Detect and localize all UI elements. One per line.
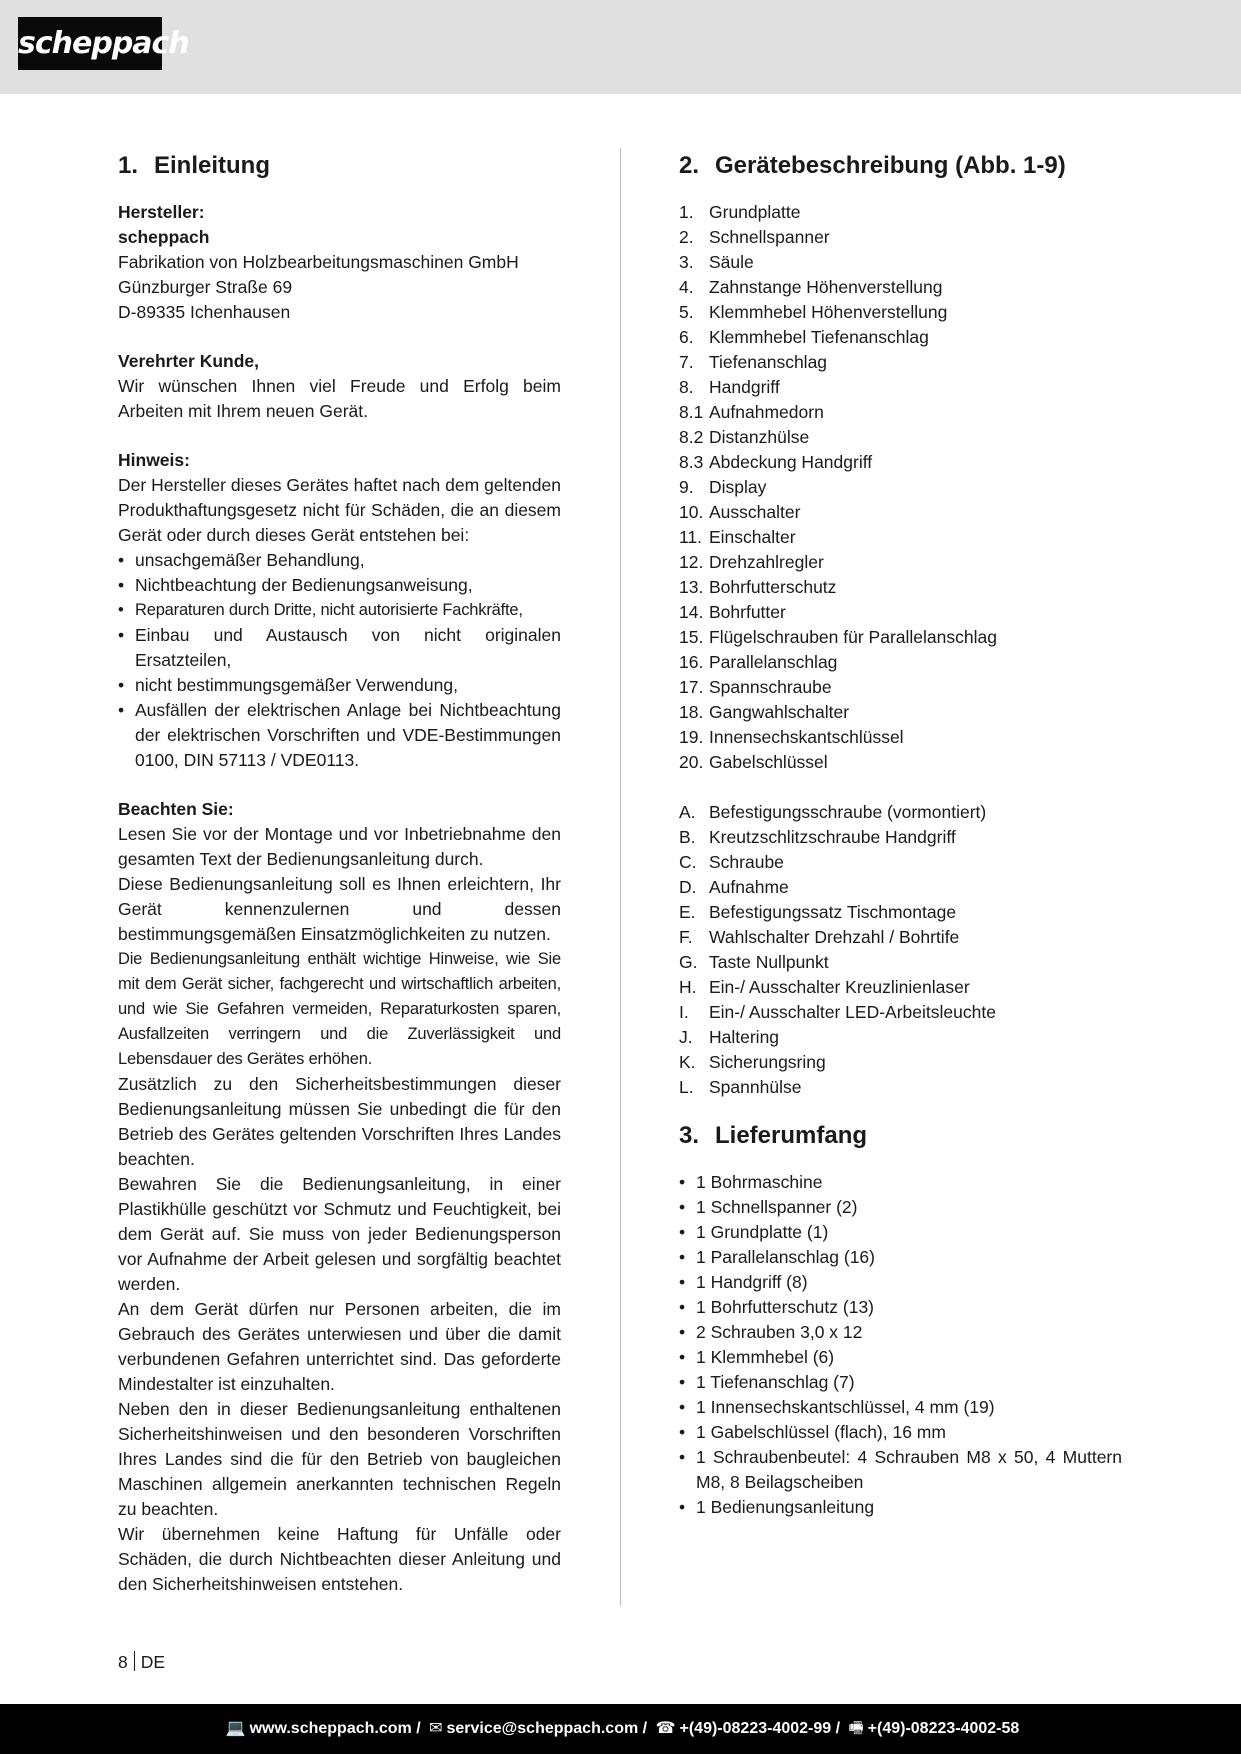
list-item: • 1 Innensechskantschlüssel, 4 mm (19) (679, 1395, 1122, 1420)
list-item: 14. Bohrfutter (679, 602, 786, 622)
customer-label: Verehrter Kunde, (118, 351, 260, 371)
paragraph: Die Bedienungsanleitung enthält wichtige Hinweise, wie Sie mit dem Gerät sicher, fachgerecht und wirtschaftlich arbeiten, und wie Sie Gefahren vermeiden, Reparaturkosten sparen, Ausfallzeiten verringern und die Zuverlässigkeit und Lebensdauer des Gerätes erhöhen. (118, 950, 561, 1068)
manufacturer-line: D-89335 Ichenhausen (118, 302, 291, 322)
list-item: • 1 Schraubenbeutel: 4 Schrauben M8 x 50, 4 Muttern M8, 8 Beilagscheiben (679, 1445, 1122, 1495)
notice-block (118, 448, 561, 773)
list-item: D. Aufnahme (679, 877, 789, 897)
brand-logo: scheppach (18, 17, 162, 70)
list-item: H. Ein-/ Ausschalter Kreuzlinienlaser (679, 977, 970, 997)
fax-icon: 🖷 (848, 1720, 864, 1737)
list-item: 8. Handgriff (679, 377, 780, 397)
list-item: 19. Innensechskantschlüssel (679, 727, 904, 747)
list-item: A. Befestigungsschraube (vormontiert) (679, 802, 987, 822)
list-item: 20. Gabelschlüssel (679, 752, 828, 772)
list-item: • Nichtbeachtung der Bedienungsanweisung, (118, 573, 561, 598)
list-item: B. Kreutzschlitzschraube Handgriff (679, 827, 956, 847)
right-column (679, 148, 1129, 1520)
manufacturer-brand: scheppach (118, 227, 210, 247)
delivery-list (679, 1170, 1122, 1520)
footer-phone: +(49)-08223-4002-99 (679, 1720, 832, 1737)
list-item: • Ausfällen der elektrischen Anlage bei Nichtbeachtung der elektrischen Vorschriften und VDE-Bestimmungen 0100, DIN 57113 / VDE0113. (118, 698, 561, 773)
list-item: I. Ein-/ Ausschalter LED-Arbeitsleuchte (679, 1002, 996, 1022)
footer-website: www.scheppach.com (249, 1720, 412, 1737)
manufacturer-block (118, 200, 561, 325)
paragraph: Bewahren Sie die Bedienungsanleitung, in einer Plastikhülle geschützt vor Schmutz und Feuchtigkeit, bei dem Gerät auf. Sie muss von jeder Bedienungsperson vor Aufnahme der Arbeit gelesen und sorgfältig beachtet werden. (118, 1174, 561, 1294)
notice-text: Der Hersteller dieses Gerätes haftet nach dem geltenden Produkthaftungsgesetz nicht für Schäden, die an diesem Gerät oder durch dieses Gerät entstehen bei: (118, 475, 561, 545)
list-item: 8.3 Abdeckung Handgriff (679, 452, 873, 472)
list-item: 7. Tiefenanschlag (679, 352, 828, 372)
list-item: K. Sicherungsring (679, 1052, 826, 1072)
list-item: • 1 Schnellspanner (2) (679, 1195, 1122, 1220)
page-footer: 💻 www.scheppach.com / ✉ service@scheppach.com / ☎ +(49)-08223-4002-99 / 🖷 +(49)-08223-4002-58 (0, 1704, 1241, 1754)
list-item: • 1 Handgriff (8) (679, 1270, 1122, 1295)
left-column (118, 148, 561, 1597)
list-item: F. Wahlschalter Drehzahl / Bohrtife (679, 927, 960, 947)
parts-block (679, 200, 1129, 1100)
list-item: 11. Einschalter (679, 527, 796, 547)
paragraph: Neben den in dieser Bedienungsanleitung enthaltenen Sicherheitshinweisen und den besonderen Vorschriften Ihres Landes sind die für den Betrieb von baugleichen Maschinen allgemein anerkannten technischen Regeln zu beachten. (118, 1399, 561, 1519)
list-item: 8.2 Distanzhülse (679, 427, 810, 447)
list-item: 8.1 Aufnahmedorn (679, 402, 824, 422)
list-item: G. Taste Nullpunkt (679, 952, 829, 972)
list-item: • 2 Schrauben 3,0 x 12 (679, 1320, 1122, 1345)
section-heading-delivery-scope: 3. Lieferumfang (679, 1122, 868, 1149)
section-heading-device-description: 2. Gerätebeschreibung (Abb. 1-9) (679, 152, 1066, 179)
list-item: • Reparaturen durch Dritte, nicht autorisierte Fachkräfte, (118, 598, 561, 623)
list-item: J. Haltering (679, 1027, 780, 1047)
notice-label: Hinweis: (118, 450, 190, 470)
accessory-list (679, 800, 1129, 1100)
phone-icon: ☎ (655, 1720, 676, 1737)
list-item: • 1 Bedienungsanleitung (679, 1495, 1122, 1520)
list-item: 16. Parallelanschlag (679, 652, 838, 672)
list-item: • unsachgemäßer Behandlung, (118, 548, 561, 573)
list-item: 18. Gangwahlschalter (679, 702, 850, 722)
list-item: • 1 Bohrmaschine (679, 1170, 1122, 1195)
computer-icon: 💻 (225, 1720, 246, 1737)
list-item: 12. Drehzahlregler (679, 552, 824, 572)
list-item: 2. Schnellspanner (679, 227, 830, 247)
email-icon: ✉ (429, 1720, 443, 1737)
paragraph: Wir übernehmen keine Haftung für Unfälle oder Schäden, die durch Nichtbeachten dieser Anleitung und den Sicherheitshinweisen entstehen. (118, 1524, 561, 1594)
customer-text: Wir wünschen Ihnen viel Freude und Erfolg beim Arbeiten mit Ihrem neuen Gerät. (118, 376, 561, 421)
list-item: L. Spannhülse (679, 1077, 802, 1097)
list-item: 1. Grundplatte (679, 202, 801, 222)
list-item: • 1 Gabelschlüssel (flach), 16 mm (679, 1420, 1122, 1445)
paragraph: An dem Gerät dürfen nur Personen arbeiten, die im Gebrauch des Gerätes unterwiesen und über die damit verbundenen Gefahren unterrichtet sind. Das geforderte Mindestalter ist einzuhalten. (118, 1299, 561, 1394)
parts-list (679, 200, 1129, 775)
list-item: • Einbau und Austausch von nicht originalen Ersatzteilen, (118, 623, 561, 673)
manufacturer-label: Hersteller: (118, 202, 205, 222)
manufacturer-line: Günzburger Straße 69 (118, 277, 293, 297)
paragraph: Zusätzlich zu den Sicherheitsbestimmungen dieser Bedienungsanleitung müssen Sie unbedingt die für den Betrieb des Gerätes geltenden Vorschriften Ihres Landes beachten. (118, 1074, 561, 1169)
list-item: E. Befestigungssatz Tischmontage (679, 902, 957, 922)
observe-block (118, 797, 561, 1597)
page-number: 8 DE (118, 1652, 166, 1672)
list-item: • 1 Parallelanschlag (16) (679, 1245, 1122, 1270)
list-item: 10. Ausschalter (679, 502, 801, 522)
customer-block (118, 349, 561, 424)
list-item: 17. Spannschraube (679, 677, 832, 697)
observe-label: Beachten Sie: (118, 799, 234, 819)
list-item: C. Schraube (679, 852, 784, 872)
manufacturer-line: Fabrikation von Holzbearbeitungsmaschinen GmbH (118, 252, 519, 272)
list-item: 6. Klemmhebel Tiefenanschlag (679, 327, 929, 347)
list-item: 5. Klemmhebel Höhenverstellung (679, 302, 948, 322)
list-item: 4. Zahnstange Höhenverstellung (679, 277, 943, 297)
paragraph: Lesen Sie vor der Montage und vor Inbetriebnahme den gesamten Text der Bedienungsanleitung durch. (118, 824, 561, 869)
list-item: 15. Flügelschrauben für Parallelanschlag (679, 627, 997, 647)
section-heading-introduction: 1. Einleitung (118, 152, 270, 179)
list-item: 3. Säule (679, 252, 754, 272)
list-item: • 1 Bohrfutterschutz (13) (679, 1295, 1122, 1320)
footer-fax: +(49)-08223-4002-58 (867, 1720, 1020, 1737)
paragraph: Diese Bedienungsanleitung soll es Ihnen erleichtern, Ihr Gerät kennenzulernen und dessen bestimmungsgemäßen Einsatzmöglichkeiten zu nutzen. (118, 874, 561, 944)
notice-list (118, 548, 561, 773)
list-item: • 1 Klemmhebel (6) (679, 1345, 1122, 1370)
list-item: • 1 Tiefenanschlag (7) (679, 1370, 1122, 1395)
list-item: • nicht bestimmungsgemäßer Verwendung, (118, 673, 561, 698)
page-header (0, 0, 1241, 94)
column-divider (620, 148, 621, 1606)
footer-email: service@scheppach.com (446, 1720, 639, 1737)
list-item: • 1 Grundplatte (1) (679, 1220, 1122, 1245)
list-item: 9. Display (679, 477, 767, 497)
list-item: 13. Bohrfutterschutz (679, 577, 837, 597)
